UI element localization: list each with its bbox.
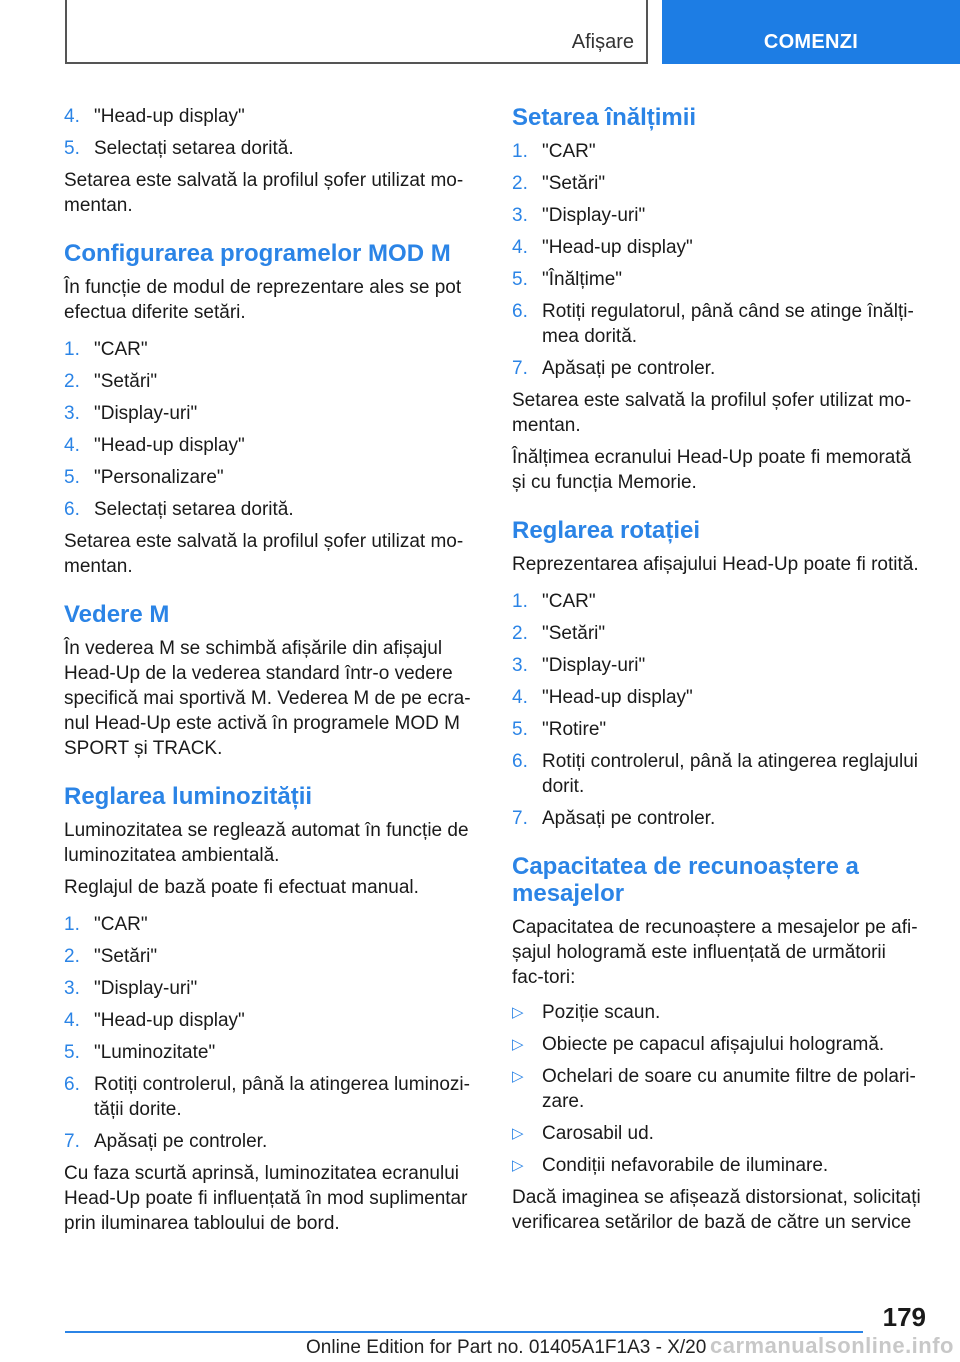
- page-number: 179: [882, 1302, 926, 1332]
- step-text: Rotiți controlerul, până la atingerea reglajului dorit.: [542, 751, 919, 797]
- bullet-text: Carosabil ud.: [542, 1123, 654, 1144]
- step-text: "Personalizare": [94, 467, 224, 488]
- heading-recunoastere: Capacitatea de recunoaștere a mesajelor: [512, 853, 859, 907]
- triangle-bullet-icon: ▷: [512, 1004, 524, 1021]
- top-steps-list: [64, 104, 474, 161]
- paragraph: Setarea este salvată la profilul șofer utilizat mo-mentan.: [64, 531, 464, 577]
- list-item: [64, 401, 474, 426]
- triangle-bullet-icon: ▷: [512, 1125, 524, 1142]
- step-number: 2.: [512, 623, 528, 644]
- paragraph: Setarea este salvată la profilul șofer utilizat mo-mentan.: [64, 170, 464, 216]
- rotatie-steps-list: [512, 589, 922, 831]
- step-number: 6.: [64, 499, 80, 520]
- list-item: [64, 944, 474, 969]
- paragraph: Cu faza scurtă aprinsă, luminozitatea ecranului Head-Up poate fi influențată în mod suplimentar prin iluminarea tabloului de bord.: [64, 1163, 468, 1234]
- paragraph: Reprezentarea afișajului Head-Up poate fi rotită.: [512, 554, 919, 575]
- heading-mod-m: Configurarea programelor MOD M: [64, 240, 451, 267]
- step-text: Rotiți regulatorul, până când se atinge înălți-mea dorită.: [542, 301, 914, 347]
- chapter-tab: [662, 0, 960, 64]
- step-text: "CAR": [542, 591, 596, 612]
- list-item: [64, 104, 474, 129]
- list-item: [64, 136, 474, 161]
- list-item: [64, 497, 474, 522]
- step-number: 2.: [512, 173, 528, 194]
- bullet-text: Ochelari de soare cu anumite filtre de polari-zare.: [542, 1066, 916, 1112]
- step-text: "Setări": [94, 371, 158, 392]
- step-text: "CAR": [94, 914, 148, 935]
- step-number: 3.: [64, 978, 80, 999]
- step-number: 1.: [512, 141, 528, 162]
- step-text: "Head-up display": [94, 1010, 245, 1031]
- step-text: "Display-uri": [542, 205, 646, 226]
- luminozitate-steps-list: [64, 912, 474, 1154]
- step-number: 4.: [64, 106, 80, 127]
- step-text: "CAR": [542, 141, 596, 162]
- paragraph: Dacă imaginea se afișează distorsionat, solicitați verificarea setărilor de bază de către un service: [512, 1187, 921, 1233]
- step-text: "Luminozitate": [94, 1042, 216, 1063]
- right-column: [512, 104, 922, 1242]
- step-text: "Înălțime": [542, 269, 623, 290]
- list-item: [64, 1072, 474, 1122]
- list-item: [64, 433, 474, 458]
- step-text: "Head-up display": [542, 237, 693, 258]
- chapter-tab-label: COMENZI: [763, 31, 859, 53]
- paragraph: Luminozitatea se reglează automat în funcție de luminozitatea ambientală.: [64, 820, 469, 866]
- step-number: 5.: [64, 1042, 80, 1063]
- list-item: [64, 1040, 474, 1065]
- list-item: [512, 749, 922, 799]
- mod-m-steps-list: [64, 337, 474, 522]
- step-text: "Setări": [94, 946, 158, 967]
- heading-luminozitate: Reglarea luminozității: [64, 783, 313, 810]
- heading-rotatie: Reglarea rotației: [512, 517, 701, 544]
- step-number: 5.: [512, 719, 528, 740]
- edition-text: Online Edition for Part no. 01405A1F1A3 - X/20: [306, 1337, 707, 1358]
- bullet-text: Obiecte pe capacul afișajului hologramă.: [542, 1034, 885, 1055]
- list-item: [64, 369, 474, 394]
- heading-vedere-m: Vedere M: [64, 601, 170, 628]
- step-number: 4.: [64, 1010, 80, 1031]
- bullet-text: Poziție scaun.: [542, 1002, 661, 1023]
- list-item: [512, 139, 922, 164]
- paragraph: Setarea este salvată la profilul șofer utilizat mo-mentan.: [512, 390, 912, 436]
- step-number: 5.: [64, 467, 80, 488]
- list-item: [512, 717, 922, 742]
- paragraph: Reglajul de bază poate fi efectuat manual.: [64, 877, 419, 898]
- recunoastere-bullet-list: [512, 1000, 922, 1178]
- step-number: 3.: [512, 205, 528, 226]
- step-text: Apăsați pe controler.: [542, 358, 716, 379]
- triangle-bullet-icon: ▷: [512, 1157, 524, 1174]
- step-text: Apăsați pe controler.: [542, 808, 716, 829]
- list-item: [512, 1064, 922, 1114]
- list-item: [64, 976, 474, 1001]
- list-item: [512, 267, 922, 292]
- step-text: Apăsați pe controler.: [94, 1131, 268, 1152]
- step-number: 1.: [512, 591, 528, 612]
- step-number: 1.: [64, 914, 80, 935]
- step-text: "Head-up display": [94, 106, 245, 127]
- paragraph: Înălțimea ecranului Head-Up poate fi memorată și cu funcția Memorie.: [512, 447, 912, 493]
- step-number: 2.: [64, 946, 80, 967]
- inaltime-steps-list: [512, 139, 922, 381]
- step-number: 6.: [64, 1074, 80, 1095]
- list-item: [512, 356, 922, 381]
- step-number: 4.: [512, 687, 528, 708]
- step-text: "Head-up display": [94, 435, 245, 456]
- step-number: 4.: [64, 435, 80, 456]
- step-number: 1.: [64, 339, 80, 360]
- triangle-bullet-icon: ▷: [512, 1068, 524, 1085]
- step-text: "Display-uri": [94, 978, 198, 999]
- watermark: carmanualsonline.info: [710, 1333, 954, 1358]
- list-item: [64, 1008, 474, 1033]
- list-item: [512, 171, 922, 196]
- step-number: 2.: [64, 371, 80, 392]
- step-number: 7.: [512, 358, 528, 379]
- step-number: 7.: [512, 808, 528, 829]
- list-item: [512, 235, 922, 260]
- left-column: [64, 104, 474, 1243]
- paragraph: În vederea M se schimbă afișările din afișajul Head-Up de la vederea standard într-o vedere specifică mai sportivă M. Vederea M de pe ecra-nul Head-Up este activă în programele MOD M SPORT și TRACK.: [64, 638, 471, 759]
- list-item: [512, 203, 922, 228]
- step-text: Selectați setarea dorită.: [94, 138, 294, 159]
- section-tab: [65, 0, 648, 64]
- list-item: [64, 1129, 474, 1154]
- step-text: "Setări": [542, 173, 606, 194]
- step-text: "Head-up display": [542, 687, 693, 708]
- list-item: [512, 1000, 922, 1025]
- step-number: 7.: [64, 1131, 80, 1152]
- step-text: "CAR": [94, 339, 148, 360]
- step-number: 3.: [64, 403, 80, 424]
- step-text: "Display-uri": [94, 403, 198, 424]
- bullet-text: Condiții nefavorabile de iluminare.: [542, 1155, 829, 1176]
- list-item: [64, 912, 474, 937]
- step-number: 5.: [512, 269, 528, 290]
- step-text: "Rotire": [542, 719, 607, 740]
- step-text: Rotiți controlerul, până la atingerea luminozi-tății dorite.: [94, 1074, 470, 1120]
- list-item: [64, 465, 474, 490]
- list-item: [512, 589, 922, 614]
- list-item: [512, 653, 922, 678]
- step-number: 5.: [64, 138, 80, 159]
- step-number: 4.: [512, 237, 528, 258]
- list-item: [512, 1121, 922, 1146]
- list-item: [512, 1153, 922, 1178]
- step-text: "Display-uri": [542, 655, 646, 676]
- step-number: 6.: [512, 751, 528, 772]
- step-text: "Setări": [542, 623, 606, 644]
- list-item: [64, 337, 474, 362]
- list-item: [512, 806, 922, 831]
- list-item: [512, 1032, 922, 1057]
- list-item: [512, 621, 922, 646]
- heading-inaltime: Setarea înălțimii: [512, 104, 697, 131]
- list-item: [512, 685, 922, 710]
- paragraph: În funcție de modul de reprezentare ales se pot efectua diferite setări.: [64, 277, 462, 323]
- step-number: 6.: [512, 301, 528, 322]
- list-item: [512, 299, 922, 349]
- triangle-bullet-icon: ▷: [512, 1036, 524, 1053]
- step-text: Selectați setarea dorită.: [94, 499, 294, 520]
- paragraph: Capacitatea de recunoaștere a mesajelor pe afi-șajul hologramă este influențată de următorii fac-tori:: [512, 917, 918, 988]
- step-number: 3.: [512, 655, 528, 676]
- section-tab-label: Afișare: [571, 31, 634, 53]
